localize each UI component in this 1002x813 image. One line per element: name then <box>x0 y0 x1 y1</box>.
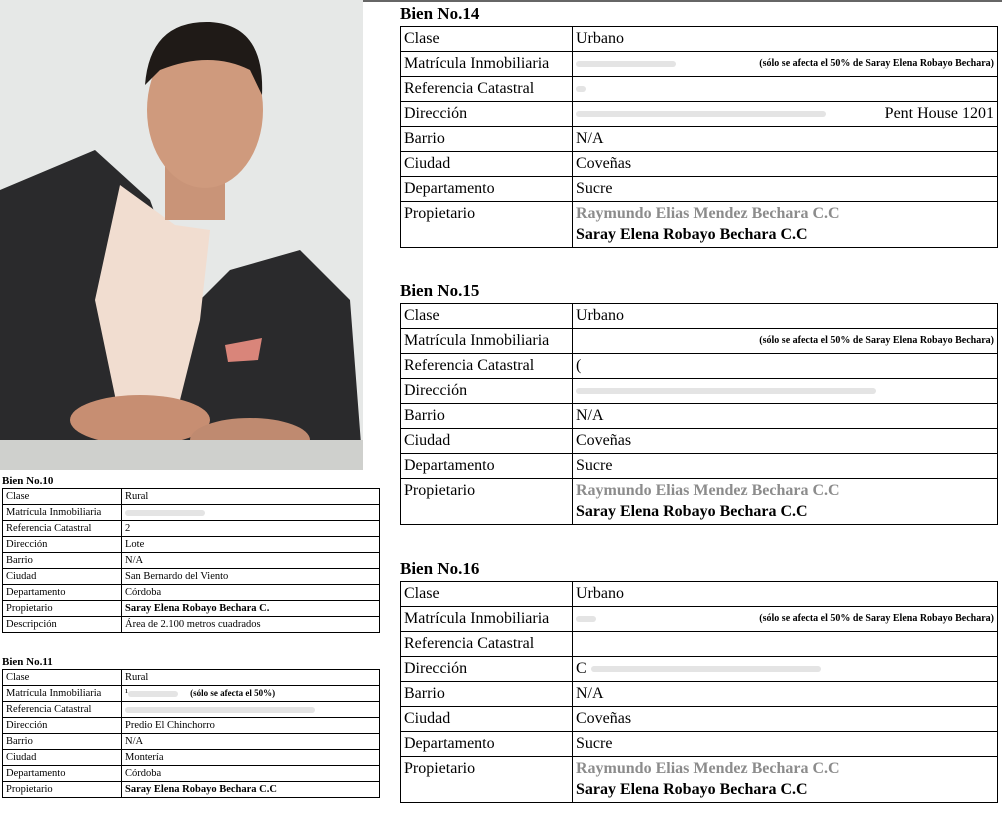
direccion-label: Dirección <box>401 102 573 127</box>
barrio-value: N/A <box>573 404 998 429</box>
referencia-label: Referencia Catastral <box>401 632 573 657</box>
descripcion-label: Descripción <box>3 617 122 633</box>
table-row <box>401 632 998 657</box>
clase-value: Urbano <box>573 27 998 52</box>
ciudad-value: Coveñas <box>573 152 998 177</box>
direccion-label: Dirección <box>401 657 573 682</box>
descripcion-value: Área de 2.100 metros cuadrados <box>122 617 380 633</box>
redaction-mark <box>125 510 205 516</box>
table-row <box>401 682 998 707</box>
departamento-value: Córdoba <box>122 766 380 782</box>
referencia-label: Referencia Catastral <box>3 702 122 718</box>
table-row <box>401 657 998 682</box>
referencia-label: Referencia Catastral <box>3 521 122 537</box>
barrio-label: Barrio <box>401 404 573 429</box>
redaction-mark <box>128 691 178 697</box>
ciudad-value: San Bernardo del Viento <box>122 569 380 585</box>
propietario-value: Saray Elena Robayo Bechara C.C <box>122 782 380 798</box>
referencia-label: Referencia Catastral <box>401 77 573 102</box>
ciudad-value: Montería <box>122 750 380 766</box>
direccion-value: Lote <box>122 537 380 553</box>
table-row <box>401 479 998 525</box>
barrio-value: N/A <box>573 682 998 707</box>
departamento-value: Sucre <box>573 732 998 757</box>
barrio-value: N/A <box>122 553 380 569</box>
departamento-label: Departamento <box>401 732 573 757</box>
table-row <box>3 489 380 505</box>
bien-14-record <box>400 2 998 248</box>
redaction-mark <box>576 111 826 117</box>
table-row <box>401 607 998 632</box>
referencia-value: 2 <box>122 521 380 537</box>
clase-value: Rural <box>122 670 380 686</box>
ciudad-value: Coveñas <box>573 429 998 454</box>
direccion-value <box>573 657 998 682</box>
table-row <box>3 505 380 521</box>
direccion-label: Dirección <box>401 379 573 404</box>
bien-16-table <box>400 581 998 803</box>
departamento-label: Departamento <box>401 454 573 479</box>
person-illustration <box>0 0 363 470</box>
matricula-value <box>122 686 380 702</box>
matricula-text: ¹ <box>125 688 129 699</box>
bien-14-table <box>400 26 998 248</box>
table-row <box>3 766 380 782</box>
bien-11-record <box>2 655 380 798</box>
table-row <box>3 537 380 553</box>
ciudad-label: Ciudad <box>401 707 573 732</box>
barrio-label: Barrio <box>3 734 122 750</box>
table-row <box>401 27 998 52</box>
redaction-mark <box>591 666 821 672</box>
barrio-value: N/A <box>122 734 380 750</box>
table-row <box>401 52 998 77</box>
departamento-label: Departamento <box>401 177 573 202</box>
table-row <box>3 617 380 633</box>
ciudad-label: Ciudad <box>3 569 122 585</box>
matricula-note: (sólo se afecta el 50% de Saray Elena Robayo Bechara) <box>759 613 994 624</box>
bien-15-table <box>400 303 998 525</box>
departamento-value: Sucre <box>573 177 998 202</box>
bien-11-table <box>2 669 380 798</box>
barrio-label: Barrio <box>3 553 122 569</box>
propietario-label: Propietario <box>401 479 573 525</box>
direccion-value <box>573 102 998 127</box>
propietario-label: Propietario <box>3 601 122 617</box>
table-row <box>401 329 998 354</box>
ciudad-label: Ciudad <box>401 429 573 454</box>
direccion-label: Dirección <box>3 718 122 734</box>
table-row <box>401 404 998 429</box>
referencia-value <box>573 632 998 657</box>
owner-2: Saray Elena Robayo Bechara C.C <box>576 226 808 243</box>
direccion-label: Dirección <box>3 537 122 553</box>
table-row <box>401 202 998 248</box>
table-row <box>401 454 998 479</box>
clase-label: Clase <box>401 27 573 52</box>
departamento-value: Sucre <box>573 454 998 479</box>
matricula-note: (sólo se afecta el 50% de Saray Elena Robayo Bechara) <box>759 335 994 346</box>
table-row <box>3 750 380 766</box>
clase-label: Clase <box>401 304 573 329</box>
referencia-value: ( <box>573 354 998 379</box>
bien-10-record <box>2 474 380 633</box>
matricula-note: (sólo se afecta el 50% de Saray Elena Robayo Bechara) <box>759 58 994 69</box>
direccion-value <box>573 379 998 404</box>
referencia-value <box>573 77 998 102</box>
owner-1: Raymundo Elias Mendez Bechara C.C <box>576 205 840 222</box>
clase-label: Clase <box>3 670 122 686</box>
matricula-label: Matrícula Inmobiliaria <box>401 607 573 632</box>
ciudad-value: Coveñas <box>573 707 998 732</box>
table-row <box>3 569 380 585</box>
table-row <box>401 77 998 102</box>
table-row <box>401 354 998 379</box>
propietario-value <box>573 479 998 525</box>
propietario-label: Propietario <box>3 782 122 798</box>
matricula-label: Matrícula Inmobiliaria <box>401 52 573 77</box>
bien-15-record <box>400 279 998 525</box>
table-row <box>401 102 998 127</box>
table-row <box>3 670 380 686</box>
propietario-label: Propietario <box>401 202 573 248</box>
table-row <box>3 718 380 734</box>
table-row <box>3 601 380 617</box>
portrait-photo <box>0 0 363 470</box>
matricula-note: (sólo se afecta el 50%) <box>190 688 276 698</box>
clase-value: Urbano <box>573 582 998 607</box>
table-row <box>401 429 998 454</box>
table-row <box>401 732 998 757</box>
bien-14-title: Bien No.14 <box>400 4 480 23</box>
barrio-label: Barrio <box>401 682 573 707</box>
matricula-value <box>573 607 998 632</box>
ciudad-label: Ciudad <box>3 750 122 766</box>
table-row <box>401 177 998 202</box>
bien-15-title: Bien No.15 <box>400 281 480 300</box>
table-row <box>401 379 998 404</box>
owner-1: Raymundo Elias Mendez Bechara C.C <box>576 760 840 777</box>
table-row <box>3 585 380 601</box>
table-row <box>3 734 380 750</box>
clase-value: Rural <box>122 489 380 505</box>
clase-label: Clase <box>3 489 122 505</box>
table-row <box>3 521 380 537</box>
bien-11-title: Bien No.11 <box>2 656 53 668</box>
owner-2: Saray Elena Robayo Bechara C.C <box>576 781 808 798</box>
direccion-value: Predio El Chinchorro <box>122 718 380 734</box>
table-row <box>401 707 998 732</box>
redaction-mark <box>576 86 586 92</box>
table-row <box>401 757 998 803</box>
redaction-mark <box>576 61 676 67</box>
table-row <box>401 582 998 607</box>
referencia-label: Referencia Catastral <box>401 354 573 379</box>
owner-1: Raymundo Elias Mendez Bechara C.C <box>576 482 840 499</box>
matricula-value <box>573 329 998 354</box>
redaction-mark <box>576 616 596 622</box>
table-row <box>401 152 998 177</box>
matricula-label: Matrícula Inmobiliaria <box>3 686 122 702</box>
matricula-label: Matrícula Inmobiliaria <box>3 505 122 521</box>
table-row <box>401 127 998 152</box>
barrio-label: Barrio <box>401 127 573 152</box>
bien-16-record <box>400 557 998 803</box>
bien-10-table <box>2 488 380 633</box>
clase-label: Clase <box>401 582 573 607</box>
barrio-value: N/A <box>573 127 998 152</box>
owner-2: Saray Elena Robayo Bechara C.C <box>576 503 808 520</box>
propietario-label: Propietario <box>401 757 573 803</box>
bien-16-title: Bien No.16 <box>400 559 480 578</box>
matricula-value <box>573 52 998 77</box>
propietario-value <box>573 202 998 248</box>
bien-10-title: Bien No.10 <box>2 475 54 487</box>
table-row <box>3 553 380 569</box>
table-row <box>3 782 380 798</box>
table-row <box>401 304 998 329</box>
redaction-mark <box>576 388 876 394</box>
table-row <box>3 702 380 718</box>
propietario-value <box>573 757 998 803</box>
departamento-label: Departamento <box>3 766 122 782</box>
table-row <box>3 686 380 702</box>
propietario-value: Saray Elena Robayo Bechara C. <box>122 601 380 617</box>
matricula-label: Matrícula Inmobiliaria <box>401 329 573 354</box>
matricula-value <box>122 505 380 521</box>
redaction-mark <box>125 707 315 713</box>
clase-value: Urbano <box>573 304 998 329</box>
referencia-value <box>122 702 380 718</box>
ciudad-label: Ciudad <box>401 152 573 177</box>
direccion-text: Pent House 1201 <box>884 105 994 122</box>
direccion-text: C <box>576 660 587 677</box>
departamento-label: Departamento <box>3 585 122 601</box>
departamento-value: Córdoba <box>122 585 380 601</box>
